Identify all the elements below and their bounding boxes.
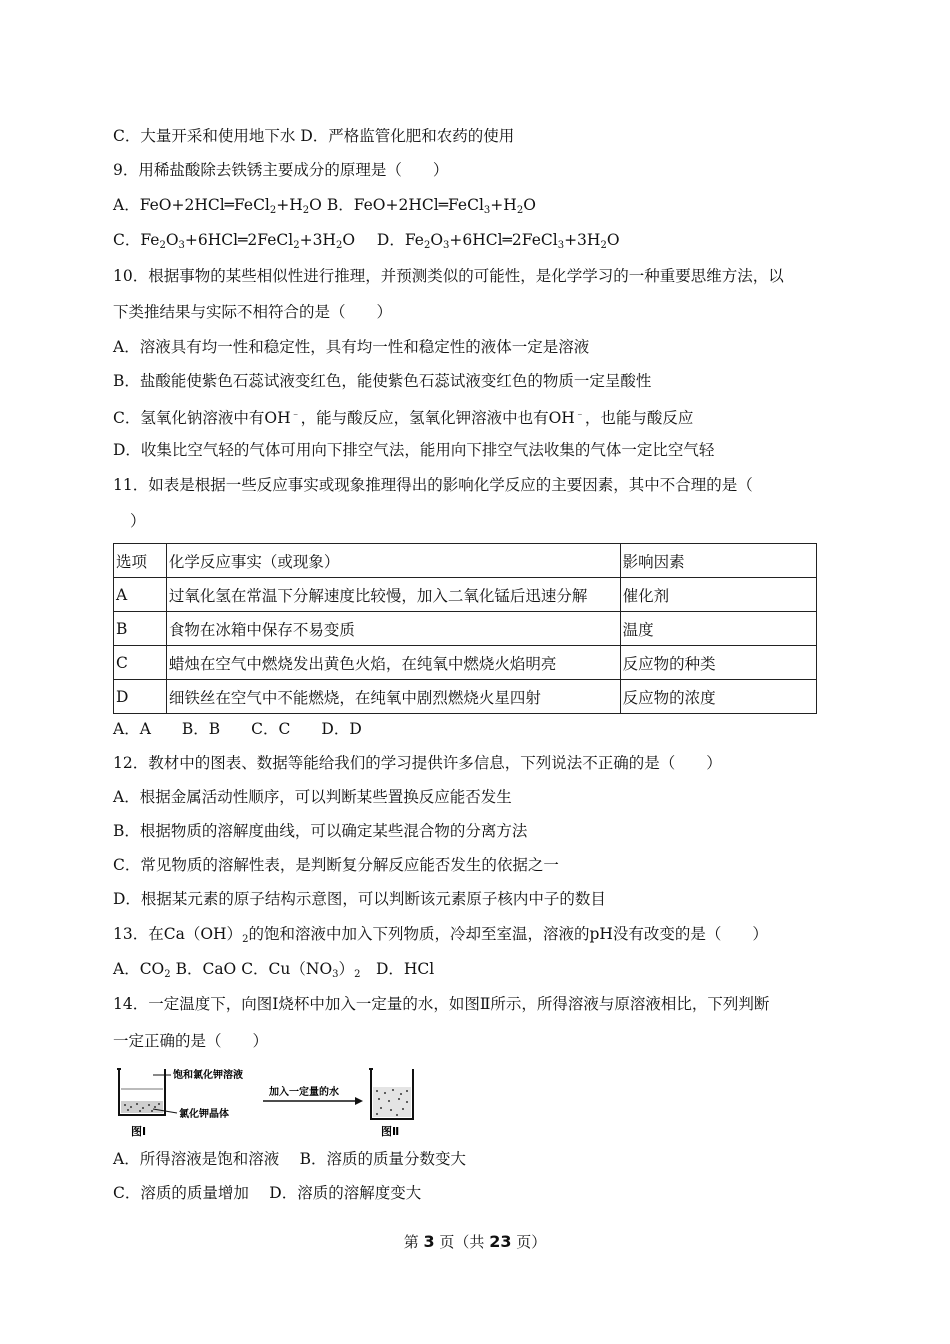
table-cell: A [114, 578, 167, 612]
q14-options-cd: C．溶质的质量增加 D．溶质的溶解度变大 [113, 1184, 422, 1202]
table-row [114, 646, 817, 680]
q11-table [113, 543, 817, 714]
table-row [114, 578, 817, 612]
q10-stem-line2: 下类推结果与实际不相符合的是（ ） [113, 303, 393, 321]
fig-label-arrow: 加入一定量的水 [269, 1087, 339, 1098]
beaker-2-icon [369, 1069, 413, 1119]
q12-stem: 12．教材中的图表、数据等能给我们的学习提供许多信息，下列说法不正确的是（ ） [113, 754, 722, 772]
table-header-row [114, 544, 817, 578]
fig-caption-1: 图Ⅰ [131, 1125, 147, 1138]
q14-stem-line2: 一定正确的是（ ） [113, 1032, 269, 1050]
q8-option-d: D．严格监管化肥和农药的使用 [300, 127, 515, 145]
q11-stem-line1: 11．如表是根据一些反应事实或现象推理得出的影响化学反应的主要因素，其中不合理的是（ [113, 476, 753, 494]
q10-stem-line1: 10．根据事物的某些相似性进行推理，并预测类似的可能性，是化学学习的一种重要思维方法，以 [113, 267, 784, 285]
q8-option-c: C．大量开采和使用地下水 [113, 127, 296, 145]
q10-option-d: D．收集比空气轻的气体可用向下排空气法，能用向下排空气法收集的气体一定比空气轻 [113, 441, 715, 459]
q9-options-ab [113, 195, 536, 221]
table-header-cell: 化学反应事实（或现象） [166, 544, 620, 578]
q10-option-c: C．氢氧化钠溶液中有OH﹣，能与酸反应，氢氧化钾溶液中也有OH﹣，也能与酸反应 [113, 409, 694, 427]
beaker-1-icon [117, 1069, 165, 1115]
table-cell: 细铁丝在空气中不能燃烧，在纯氧中剧烈燃烧火星四射 [166, 680, 620, 714]
arrow-right-icon [263, 1097, 363, 1105]
table-cell: 反应物的种类 [620, 646, 816, 680]
table-cell: 食物在冰箱中保存不易变质 [166, 612, 620, 646]
table-cell: 催化剂 [620, 578, 816, 612]
fig-label-solution: 饱和氯化钾溶液 [173, 1070, 243, 1081]
q9-option-a: A．$FeO+2HCl═FeCl_2+H_2O$ [113, 196, 322, 216]
q12-option-b: B．根据物质的溶解度曲线，可以确定某些混合物的分离方法 [113, 822, 528, 840]
q13-stem: 13．在$Ca(OH)_2$的饱和溶液中加入下列物质，冷却至室温，溶液的pH没有改变的是（ ） [113, 925, 768, 945]
q12-option-a: A．根据金属活动性顺序，可以判断某些置换反应能否发生 [113, 788, 512, 806]
page-total: 23 [489, 1232, 512, 1251]
q10-option-a: A．溶液具有均一性和稳定性，具有均一性和稳定性的液体一定是溶液 [113, 338, 590, 356]
table-row [114, 680, 817, 714]
table-cell: 过氧化氢在常温下分解速度比较慢，加入二氧化锰后迅速分解 [166, 578, 620, 612]
q10-option-b: B．盐酸能使紫色石蕊试液变红色，能使紫色石蕊试液变红色的物质一定呈酸性 [113, 372, 652, 390]
q14-options-ab: A．所得溶液是饱和溶液 B．溶质的质量分数变大 [113, 1150, 467, 1168]
q12-option-d: D．根据某元素的原子结构示意图，可以判断该元素原子核内中子的数目 [113, 890, 606, 908]
fig-caption-2: 图Ⅱ [381, 1125, 400, 1138]
table-cell: C [114, 646, 167, 680]
q8-options [113, 126, 514, 146]
q11-stem-line2: ） [130, 512, 146, 530]
q9-option-c: C．$Fe_2O_3+6HCl═2FeCl_2+3H_2O$ [113, 231, 356, 251]
table-cell: 温度 [620, 612, 816, 646]
q11-options: A．A B．B C．C D．D [113, 720, 362, 738]
q9-stem: 9．用稀盐酸除去铁锈主要成分的原理是（ ） [113, 161, 449, 179]
fig-label-crystal: 氯化钾晶体 [179, 1109, 229, 1120]
q9-option-d: D．$Fe_2O_3+6HCl═2FeCl_3+3H_2O$ [376, 231, 620, 251]
table-header-cell: 影响因素 [620, 544, 816, 578]
table-cell: 蜡烛在空气中燃烧发出黄色火焰，在纯氧中燃烧火焰明亮 [166, 646, 620, 680]
q13-options: A．$CO_2$ B．CaO C．$Cu(NO_3)_2$ D．HCl [113, 960, 435, 980]
table-cell: D [114, 680, 167, 714]
q9-options-cd [113, 230, 620, 256]
table-cell: B [114, 612, 167, 646]
q14-stem-line1: 14．一定温度下，向图Ⅰ烧杯中加入一定量的水，如图Ⅱ所示，所得溶液与原溶液相比，下列判断 [113, 995, 770, 1013]
table-cell: 反应物的浓度 [620, 680, 816, 714]
q12-option-c: C．常见物质的溶解性表，是判断复分解反应能否发生的依据之一 [113, 856, 559, 874]
table-header-cell: 选项 [114, 544, 167, 578]
page-footer: 第 3 页（共 23 页） [403, 1232, 547, 1251]
page-number: 3 [423, 1232, 435, 1251]
table-row [114, 612, 817, 646]
q14-beaker-figure [113, 1063, 419, 1139]
q9-option-b: B．$FeO+2HCl═FeCl_3+H_2O$ [326, 196, 536, 216]
